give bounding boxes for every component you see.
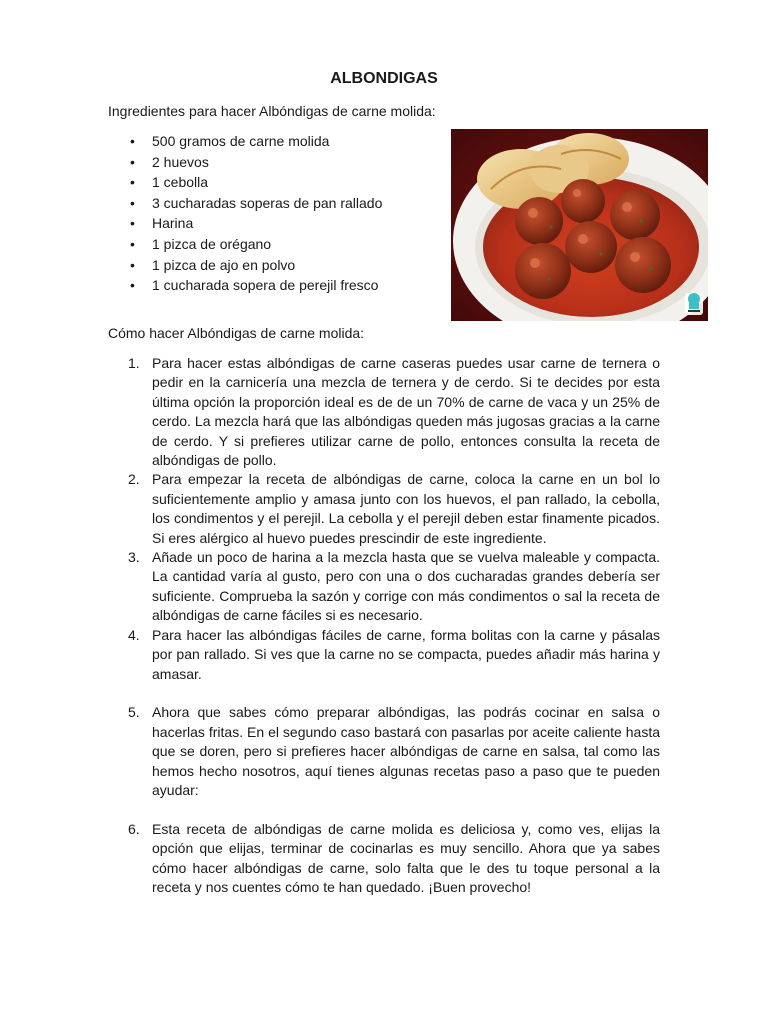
step-item bbox=[108, 548, 660, 626]
step-item bbox=[108, 470, 660, 548]
bullet-icon: • bbox=[130, 215, 135, 232]
ingredient-item: • 3 cucharadas soperas de pan rallado bbox=[108, 193, 438, 214]
step-number: 5. bbox=[128, 704, 140, 721]
step-item bbox=[108, 354, 660, 470]
chef-hat-icon bbox=[685, 293, 703, 315]
ingredient-item: • 1 cebolla bbox=[108, 172, 438, 193]
step-text: Para empezar la receta de albóndigas de carne, coloca la carne en un bol lo suficientemente amplio y amasa junto con los huevos, el pan rallado, la cebolla, los condimentos y el perejil. La cebolla y el perejil deben estar finamente picados. Si eres alérgico al huevo puedes prescindir de este ingrediente. bbox=[152, 471, 660, 546]
steps-heading: Cómo hacer Albóndigas de carne molida: bbox=[108, 325, 365, 341]
ingredients-list bbox=[108, 131, 438, 296]
bullet-icon: • bbox=[130, 235, 135, 252]
step-number: 2. bbox=[128, 471, 140, 488]
bullet-icon: • bbox=[130, 194, 135, 211]
bullet-icon: • bbox=[130, 174, 135, 191]
ingredient-item: • 1 pizca de orégano bbox=[108, 234, 438, 255]
step-item bbox=[108, 626, 660, 684]
ingredient-item: • 2 huevos bbox=[108, 152, 438, 173]
step-item bbox=[108, 820, 660, 898]
ingredient-item: • 1 cucharada sopera de perejil fresco bbox=[108, 275, 438, 296]
page-title: ALBONDIGAS bbox=[330, 70, 438, 87]
step-number: 4. bbox=[128, 626, 140, 643]
ingredients-heading: Ingredientes para hacer Albóndigas de carne molida: bbox=[108, 103, 436, 119]
ingredient-item: • 1 pizca de ajo en polvo bbox=[108, 255, 438, 276]
bullet-icon: • bbox=[130, 133, 135, 149]
step-text: Ahora que sabes cómo preparar albóndigas, las podrás cocinar en salsa o hacerlas fritas. En el segundo caso bastará con pasarlas por aceite caliente hasta que se doren, pero si prefieres hacer albóndigas de carne en salsa, tal como las hemos hecho nosotros, aquí tienes algunas recetas paso a paso que te pueden ayudar: bbox=[152, 704, 660, 798]
step-text: Añade un poco de harina a la mezcla hasta que se vuelva maleable y compacta. La cantidad varía al gusto, pero con una o dos cucharadas grandes debería ser suficiente. Comprueba la sazón y corrige con más condimentos o sal la receta de albóndigas de carne fáciles si es necesario. bbox=[152, 549, 660, 624]
step-text: Para hacer las albóndigas fáciles de carne, forma bolitas con la carne y pásalas por pan rallado. Si ves que la carne no se compacta, puedes añadir más harina y amasar. bbox=[152, 626, 660, 682]
bullet-icon: • bbox=[130, 153, 135, 170]
step-number: 1. bbox=[128, 355, 140, 371]
bullet-icon: • bbox=[130, 256, 135, 273]
step-text: Esta receta de albóndigas de carne molida es deliciosa y, como ves, elijas la opción que elijas, terminar de cocinarlas es muy sencillo. Ahora que ya sabes cómo hacer albóndigas de carne, solo falta que le des tu toque personal a la receta y nos cuentes cómo te han quedado. ¡Buen provecho! bbox=[152, 820, 660, 895]
bullet-icon: • bbox=[130, 277, 135, 294]
step-text: Para hacer estas albóndigas de carne caseras puedes usar carne de ternera o pedir en la carnicería una mezcla de ternera y de cerdo. Si te decides por esta última opción la proporción ideal es de de un 70% de carne de vaca y un 25% de cerdo. La mezcla hará que las albóndigas queden más jugosas gracias a la carne de cerdo. Y si prefieres utilizar carne de pollo, entonces consulta la receta de albóndigas de pollo. bbox=[152, 355, 660, 469]
step-number: 3. bbox=[128, 549, 140, 566]
ingredient-item: • 500 gramos de carne molida bbox=[108, 131, 438, 152]
ingredient-item: • Harina bbox=[108, 213, 438, 234]
meatballs-photo bbox=[451, 129, 708, 321]
step-item bbox=[108, 703, 660, 800]
steps-list bbox=[108, 354, 660, 897]
step-number: 6. bbox=[128, 820, 140, 837]
